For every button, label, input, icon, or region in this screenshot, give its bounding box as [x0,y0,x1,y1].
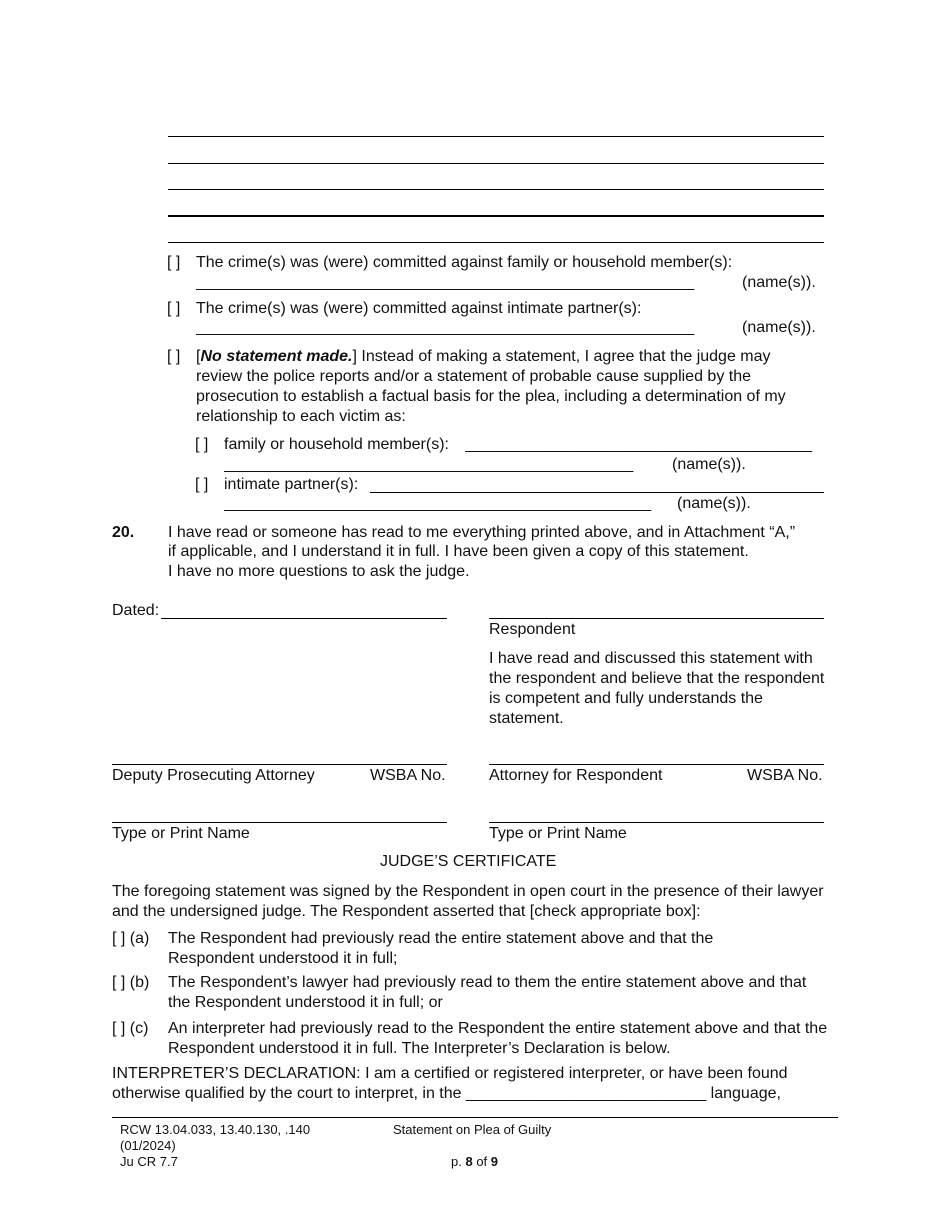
no-statement-label: No statement made. [200,348,353,365]
blank-line-5[interactable] [168,242,824,243]
page-prefix: p. [451,1154,462,1169]
sub-partner-blank-2[interactable]: ________________________________________________ [224,495,652,512]
sub-family-label: family or household member(s): [224,436,449,453]
wsba-right-label: WSBA No. [747,767,823,784]
item-20-line-3: I have no more questions to ask the judge. [168,563,470,580]
attorney-for-respondent-label: Attorney for Respondent [489,767,663,784]
attorney-signature-line[interactable] [489,764,824,765]
type-print-right: Type or Print Name [489,825,627,842]
footer-date: (01/2024) [120,1138,176,1153]
interpreter-declaration-line-2: otherwise qualified by the court to interpret, in the ___________________________ language, [112,1085,781,1102]
family-household-blank[interactable]: ________________________________________________________ [196,274,695,291]
page-total: 9 [490,1154,499,1169]
deputy-prosecutor-label: Deputy Prosecuting Attorney [112,767,315,784]
intimate-partner-text: The crime(s) was (were) committed against intimate partner(s): [196,300,642,317]
attorney-statement: I have read and discussed this statement with the respondent and believe that the respondent is competent and fully understands the statement. [489,650,825,727]
item-b-text: The Respondent’s lawyer had previously read to them the entire statement above and that the Respondent understood it in full; or [168,974,807,1011]
page-of: of [476,1154,488,1169]
item-20-number: 20. [112,524,135,541]
sub-family-blank-2[interactable]: ______________________________________________ [224,456,634,473]
no-statement-text-rest: review the police reports and/or a statement of probable cause supplied by the prosecution to establish a factual basis for the plea, including a determination of my relationship to each victim as: [196,368,786,425]
attorney-name-line[interactable] [489,822,824,823]
interpreter-declaration-line-1: INTERPRETER’S DECLARATION: I am a certified or registered interpreter, or have been found [112,1065,788,1082]
checkbox-intimate-partner[interactable]: [ ] [167,300,181,317]
judges-certificate-heading: JUDGE’S CERTIFICATE [380,853,557,870]
checkbox-c[interactable]: [ ] (c) [112,1020,149,1037]
item-20-line-1: I have read or someone has read to me everything printed above, and in Attachment “A,” [168,524,796,541]
intimate-partner-blank[interactable]: ________________________________________________________ [196,319,695,336]
checkbox-family-household[interactable]: [ ] [167,254,181,271]
footer-rule-cite: Ju CR 7.7 [120,1154,178,1169]
family-household-text: The crime(s) was (were) committed against family or household member(s): [196,254,733,271]
wsba-left-label: WSBA No. [370,767,446,784]
blank-line-3[interactable] [168,189,824,190]
sub-partner-label: intimate partner(s): [224,476,359,493]
no-statement-open-bracket: [ [196,348,201,365]
dated-line[interactable] [161,618,447,619]
page-current: 8 [465,1154,473,1169]
item-c-text: An interpreter had previously read to the Respondent the entire statement above and that the Respondent understood it in full. The Interpreter’s Declaration is below. [168,1020,828,1057]
sub-family-blank-1[interactable]: _______________________________________ [465,436,813,453]
item-20-line-2: if applicable, and I understand it in full. I have been given a copy of this statement. [168,543,749,560]
dated-label: Dated: [112,602,160,619]
footer-page-number [451,1154,498,1170]
sub-family-suffix: (name(s)). [672,456,746,473]
sub-partner-blank-1[interactable] [370,492,824,493]
blank-line-2[interactable] [168,163,824,164]
blank-line-4[interactable] [168,215,824,217]
checkbox-b[interactable]: [ ] (b) [112,974,150,991]
checkbox-sub-family[interactable]: [ ] [195,436,209,453]
intimate-partner-suffix: (name(s)). [742,319,816,336]
respondent-label: Respondent [489,621,576,638]
sub-partner-suffix: (name(s)). [677,495,751,512]
checkbox-no-statement[interactable]: [ ] [167,348,181,365]
prosecutor-name-line[interactable] [112,822,447,823]
family-household-suffix: (name(s)). [742,274,816,291]
respondent-signature-line[interactable] [489,618,824,619]
item-a-text: The Respondent had previously read the entire statement above and that the Respondent understood it in full; [168,930,714,967]
prosecutor-signature-line[interactable] [112,764,447,765]
judges-certificate-intro: The foregoing statement was signed by the Respondent in open court in the presence of their lawyer and the undersigned judge. The Respondent asserted that [check appropriate box]: [112,883,824,920]
footer-rule [112,1117,838,1118]
footer-title: Statement on Plea of Guilty [393,1122,552,1137]
checkbox-a[interactable]: [ ] (a) [112,930,150,947]
checkbox-sub-partner[interactable]: [ ] [195,476,209,493]
blank-line-1[interactable] [168,136,824,137]
type-print-left: Type or Print Name [112,825,250,842]
no-statement-text-first: ] Instead of making a statement, I agree that the judge may [352,348,771,365]
footer-rcw: RCW 13.04.033, 13.40.130, .140 [120,1122,311,1137]
no-statement-first-line [196,347,771,367]
